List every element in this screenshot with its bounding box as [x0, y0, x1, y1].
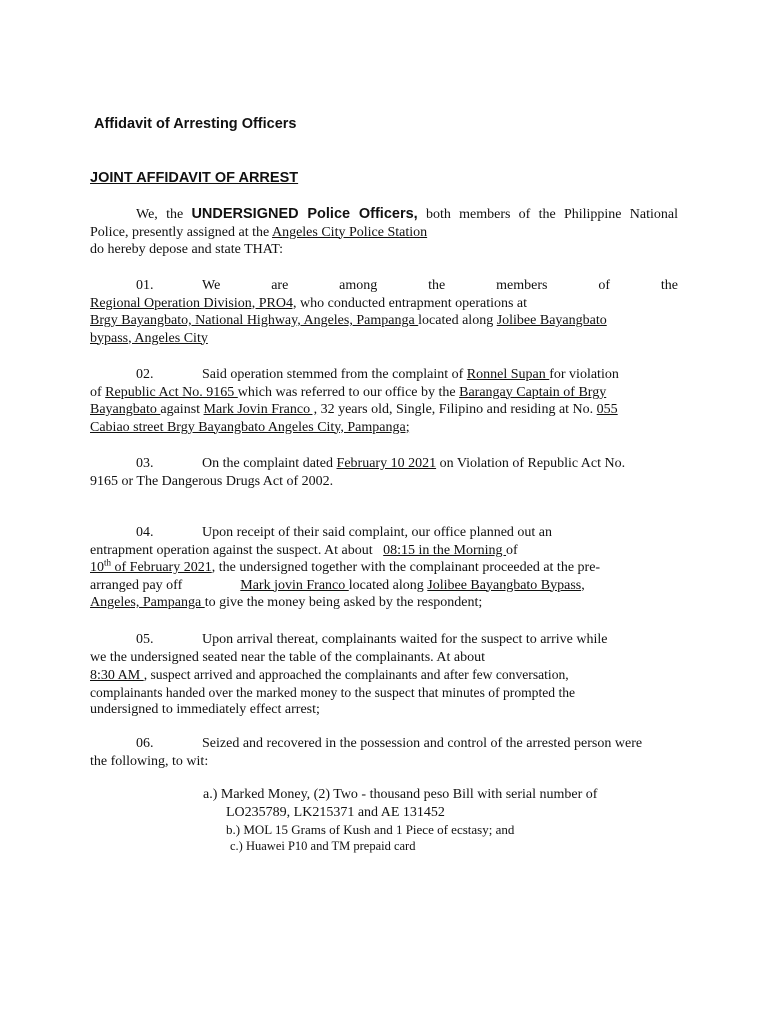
barangay-captain: Barangay Captain of Brgy — [459, 384, 607, 400]
p02-line-4 — [90, 419, 678, 437]
division-name: Regional Operation Division, PRO4, — [90, 295, 297, 311]
p02-line-1: 02. Said operation stemmed from the complaint of Ronnel Supan for violation — [136, 367, 619, 382]
p05-line-5: undersigned to immediately effect arrest; — [90, 702, 320, 717]
paragraph-05 — [90, 631, 678, 719]
document-title: Affidavit of Arresting Officers — [94, 116, 297, 132]
p05-line-3: 8:30 AM , suspect arrived and approached the complainants and after few conversation, — [90, 667, 569, 683]
p01-line-3: Brgy Bayangbato, National Highway, Angeles, Pampanga located along Jolibee Bayangbato — [90, 313, 607, 328]
p01-line-1: 01. We are among the members of the — [136, 278, 678, 293]
p04-number: 04. — [136, 525, 154, 540]
p01-number: 01. — [136, 278, 154, 293]
seized-item-c: c.) Huawei P10 and TM prepaid card — [230, 839, 416, 853]
complainant-name: Ronnel Supan — [466, 367, 550, 382]
p01-line-4: bypass, Angeles City — [90, 330, 208, 346]
p03-line-2: 9165 or The Dangerous Drugs Act of 2002. — [90, 473, 334, 489]
p05-line-4: complainants handed over the marked money to the suspect that minutes of prompted the — [90, 684, 576, 700]
suspect-name: Mark Jovin Franco , — [203, 402, 318, 417]
p02-number: 02. — [136, 367, 154, 382]
p05-line-1: 05. Upon arrival thereat, complainants waited for the suspect to arrive while — [136, 632, 608, 647]
seized-item-a: a.) Marked Money, (2) Two - thousand peso Bill with serial number of — [203, 787, 598, 802]
intro-line-1: We, the UNDERSIGNED Police Officers, both members of the Philippine National — [136, 206, 678, 222]
bypass-location: Jolibee Bayangbato Bypass, — [427, 577, 585, 593]
p06-number: 06. — [136, 736, 154, 751]
complaint-date: February 10 2021 — [336, 456, 437, 471]
paragraph-01 — [90, 277, 678, 347]
jolibee-location: Jolibee Bayangbato — [496, 313, 607, 328]
p01-line-2: Regional Operation Division, PRO4, who conducted entrapment operations at — [90, 295, 528, 311]
paragraph-03 — [90, 455, 678, 490]
paragraph-02 — [90, 366, 678, 436]
p04-line-5: Angeles, Pampanga to give the money being asked by the respondent; — [90, 595, 483, 610]
p06-line-1: 06. Seized and recovered in the possession and control of the arrested person were — [136, 736, 643, 751]
operation-place: Brgy Bayangbato, National Highway, Angeles, Pampanga — [90, 313, 419, 328]
p02-line-3: Bayangbato against Mark Jovin Franco , 32 years old, Single, Filipino and residing at No. 055 — [90, 402, 618, 417]
p03-number: 03. — [136, 456, 154, 471]
p04-line-4: arranged pay off Mark jovin Franco located along Jolibee Bayangbato Bypass, — [90, 577, 585, 593]
entrapment-time: 08:15 in the Morning — [383, 542, 507, 558]
affidavit-heading: JOINT AFFIDAVIT OF ARREST — [90, 170, 299, 186]
intro-paragraph — [90, 206, 678, 259]
p04-line-1: 04. Upon receipt of their said complaint, our office planned out an — [136, 525, 553, 540]
republic-act: Republic Act No. 9165 — [105, 384, 238, 400]
paragraph-04 — [90, 524, 678, 612]
intro-line-2: Police, presently assigned at the Angeles City Police Station — [90, 224, 428, 240]
p05-number: 05. — [136, 632, 154, 647]
p05-line-2: we the undersigned seated near the table of the complainants. At about — [90, 649, 485, 665]
p03-line-1: 03. On the complaint dated February 10 2021 on Violation of Republic Act No. — [136, 456, 626, 471]
arrival-time: 8:30 AM — [90, 668, 144, 683]
intro-line-3: do hereby depose and state THAT: — [90, 242, 284, 257]
paragraph-06 — [90, 735, 678, 770]
p04-line-3: 10th of February 2021, the undersigned together with the complainant proceeded at the pre- — [90, 557, 601, 575]
suspect-name-2: Mark jovin Franco — [240, 577, 349, 593]
p04-line-2: entrapment operation against the suspect. At about 08:15 in the Morning of — [90, 542, 518, 558]
seized-item-a-serials: LO235789, LK215371 and AE 131452 — [226, 805, 445, 820]
p06-line-2: the following, to wit: — [90, 753, 209, 769]
seized-item-b: b.) MOL 15 Grams of Kush and 1 Piece of ecstasy; and — [226, 822, 515, 837]
suspect-address: Cabiao street Brgy Bayangbato Angeles City, Pampanga; — [90, 419, 410, 435]
undersigned-bold: UNDERSIGNED Police Officers, — [191, 206, 418, 222]
entrapment-date: 10th of February 2021 — [90, 557, 212, 575]
p02-line-2: of Republic Act No. 9165 which was referred to our office by the Barangay Captain of Brgy — [90, 384, 607, 400]
police-station: Angeles City Police Station — [271, 224, 428, 240]
